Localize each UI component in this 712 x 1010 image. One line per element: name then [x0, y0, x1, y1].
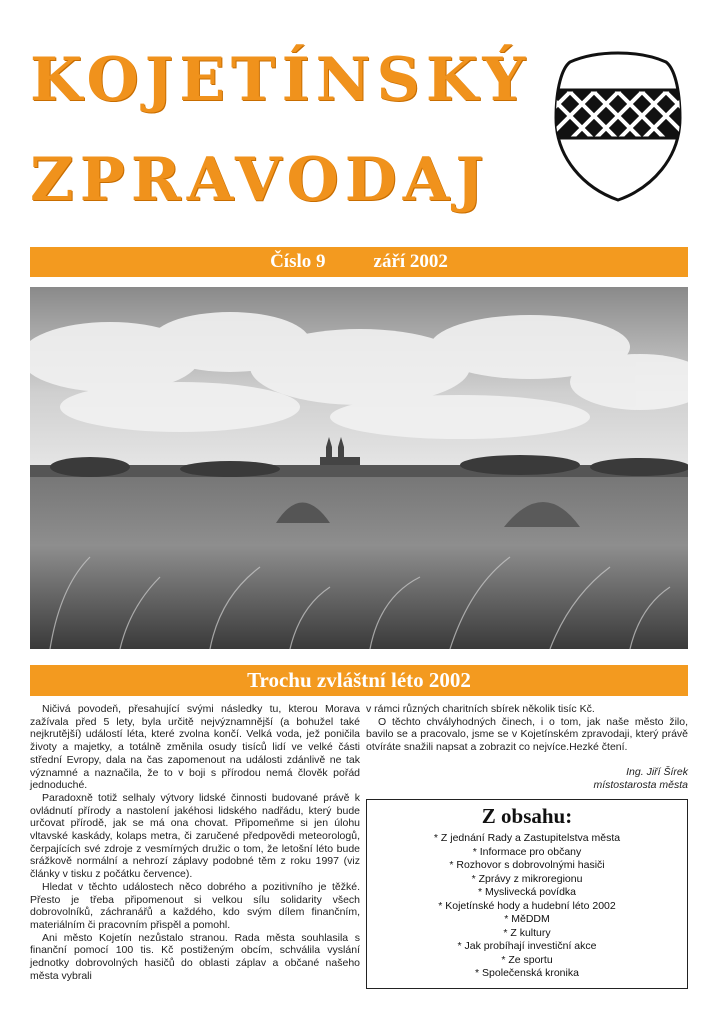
- toc-item[interactable]: * Z kultury: [503, 926, 551, 939]
- table-of-contents: [366, 799, 688, 989]
- article-paragraph: O těchto chvályhodných činech, i o tom, jak naše město žilo, bavilo se a pracovalo, jsme se v Kojetínském zpravodaji, který právě otvíráte snažili napsat a zobrazit co nejvíce.Hezké čtení.: [366, 715, 688, 754]
- article-paragraph: Hledat v těchto událostech něco dobrého a pozitivního je těžké. Přesto je třeba připomenout si velkou sílu solidarity všech dobrovolníků, záchranářů a každého, kdo svým dílem finančním, materiálním či pracovním přispěl a pomohl.: [30, 880, 360, 931]
- toc-item[interactable]: * Kojetínské hody a hudební léto 2002: [438, 899, 616, 912]
- toc-item[interactable]: * Jak probíhají investiční akce: [457, 940, 597, 952]
- article-right-column: [366, 703, 688, 792]
- issue-date: září 2002: [373, 251, 448, 272]
- toc-item[interactable]: * Rozhovor s dobrovolnými hasiči: [449, 859, 605, 871]
- issue-bar: [30, 247, 688, 277]
- issue-number: Číslo 9: [270, 251, 326, 272]
- town-crest-icon: [552, 48, 684, 204]
- author-role: místostarosta města: [593, 778, 688, 791]
- masthead-title-line1: KOJETÍNSKÝ: [30, 45, 532, 115]
- toc-item[interactable]: * Zprávy z mikroregionu: [471, 872, 583, 885]
- toc-item[interactable]: * Myslivecká povídka: [477, 886, 577, 898]
- article-paragraph: v rámci různých charitních sbírek několik tisíc Kč.: [366, 703, 595, 715]
- article-headline: Trochu zvláštní léto 2002: [30, 665, 688, 696]
- toc-item[interactable]: * Společenská kronika: [475, 967, 579, 979]
- article-signature: [366, 766, 688, 792]
- toc-title: Z obsahu:: [481, 804, 573, 828]
- toc-item[interactable]: * Informace pro občany: [472, 845, 582, 858]
- article-left-column: [30, 703, 360, 982]
- author-name: Ing. Jiří Šírek: [626, 765, 688, 778]
- article-paragraph: Ničivá povodeň, přesahující svými následky tu, kterou Morava zažívala před 5 lety, byla určitě nejvýznamnější (a bohužel také nejkrutější) událostí léta, které zvolna končí. Velká voda, jež poničila životy a majetky, a totálně změnila osudy tisíců lidí ve velké části střední Evropy, dala na čas zapomenout na události zdánlivě ne tak významné a naznačila, že to v boji s přírodou nemá člověk pořád jednoduché.: [30, 703, 360, 792]
- article-paragraph: Paradoxně totiž selhaly výtvory lidské činnosti budované právě k ovládnutí přírody a nastolení jakéhosi lidského nadřádu, který bude určovat přírodě, jak se má ona chovat. Připomeňme si jen úlohu vltavské kaskády, kolaps metra, či zaručené předpovědi meteorologů, čerpajících své zdroje z vesmírných družic o tom, že letošní léto bude srážkově normální a nehrozí záplavy podobné těm z roku 1997 (viz články v tisku z počátku července).: [30, 791, 360, 881]
- article-paragraph: Ani město Kojetín nezůstalo stranou. Rada města souhlasila s finanční pomocí 100 tis. Kč postiženým obcím, schválila vyslání jednotky dobrovolných hasičů do oblasti záplav a občané našeho města vybrali: [30, 931, 360, 982]
- toc-item[interactable]: * MěDDM: [504, 913, 550, 925]
- toc-item[interactable]: * Z jednání Rady a Zastupitelstva města: [433, 832, 621, 844]
- masthead-title-line2: ZPRAVODAJ: [30, 145, 490, 215]
- toc-item[interactable]: * Ze sportu: [501, 953, 553, 966]
- landscape-photo: [30, 287, 688, 649]
